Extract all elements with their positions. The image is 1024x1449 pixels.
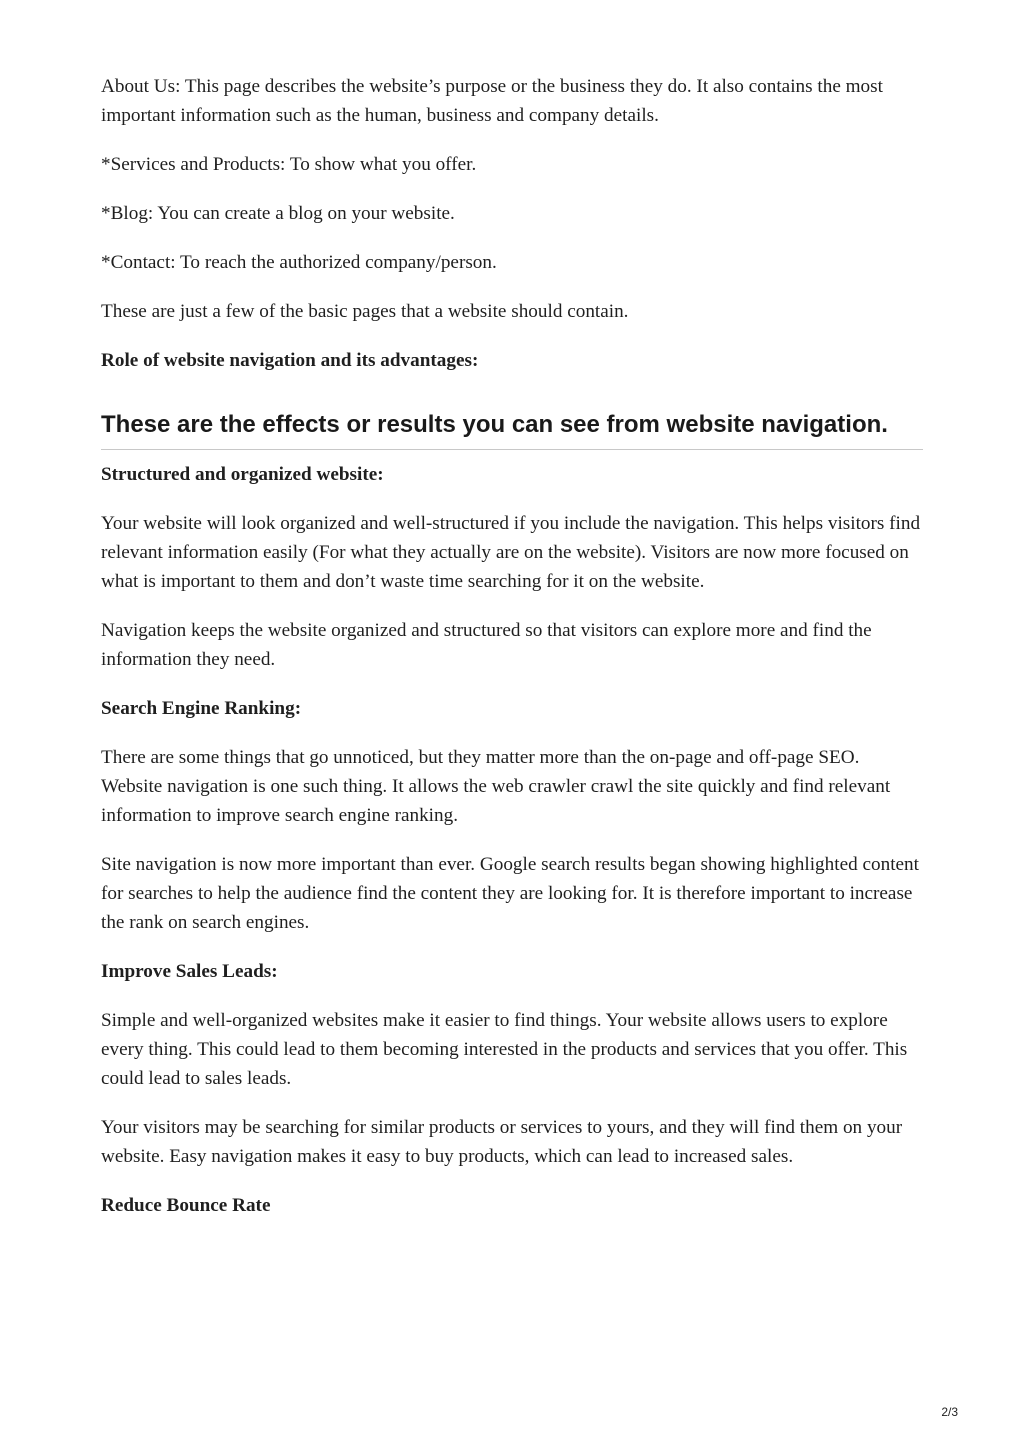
basic-pages-paragraph: These are just a few of the basic pages that a website should contain. bbox=[101, 301, 629, 322]
search-ranking-paragraph-2: Site navigation is now more important than ever. Google search results began showing highlighted content for searches to help the audience find the content they are looking for. It is therefore important to increase the rank on search engines. bbox=[101, 854, 919, 933]
sales-leads-heading: Improve Sales Leads: bbox=[101, 961, 278, 982]
search-ranking-paragraph-1: There are some things that go unnoticed, but they matter more than the on-page and off-page SEO. Website navigation is one such thing. It allows the web crawler crawl the site quickly and find relevant information to improve search engine ranking. bbox=[101, 747, 891, 826]
effects-section-heading: These are the effects or results you can see from website navigation. bbox=[101, 409, 923, 450]
structured-website-paragraph-2: Navigation keeps the website organized and structured so that visitors can explore more and find the information they need. bbox=[101, 620, 872, 670]
structured-website-heading: Structured and organized website: bbox=[101, 464, 384, 485]
sales-leads-paragraph-2: Your visitors may be searching for similar products or services to yours, and they will find them on your website. Easy navigation makes it easy to buy products, which can lead to increased sales. bbox=[101, 1117, 903, 1167]
structured-website-paragraph-1: Your website will look organized and well-structured if you include the navigation. This helps visitors find relevant information easily (For what they actually are on the website). Visitors are now more focused on what is important to them and don’t waste time searching for it on the website. bbox=[101, 513, 921, 592]
search-ranking-heading: Search Engine Ranking: bbox=[101, 698, 302, 719]
sales-leads-paragraph-1: Simple and well-organized websites make it easier to find things. Your website allows users to explore every thing. This could lead to them becoming interested in the products and services that you offer. This could lead to sales leads. bbox=[101, 1010, 908, 1089]
bounce-rate-heading: Reduce Bounce Rate bbox=[101, 1195, 271, 1216]
blog-paragraph: *Blog: You can create a blog on your website. bbox=[101, 203, 455, 224]
document-page bbox=[101, 72, 923, 1240]
page-number: 2/3 bbox=[941, 1405, 958, 1419]
about-us-paragraph: About Us: This page describes the website’s purpose or the business they do. It also contains the most important information such as the human, business and company details. bbox=[101, 76, 883, 126]
contact-paragraph: *Contact: To reach the authorized company/person. bbox=[101, 252, 497, 273]
services-paragraph: *Services and Products: To show what you offer. bbox=[101, 154, 477, 175]
role-of-navigation-heading: Role of website navigation and its advantages: bbox=[101, 350, 479, 371]
